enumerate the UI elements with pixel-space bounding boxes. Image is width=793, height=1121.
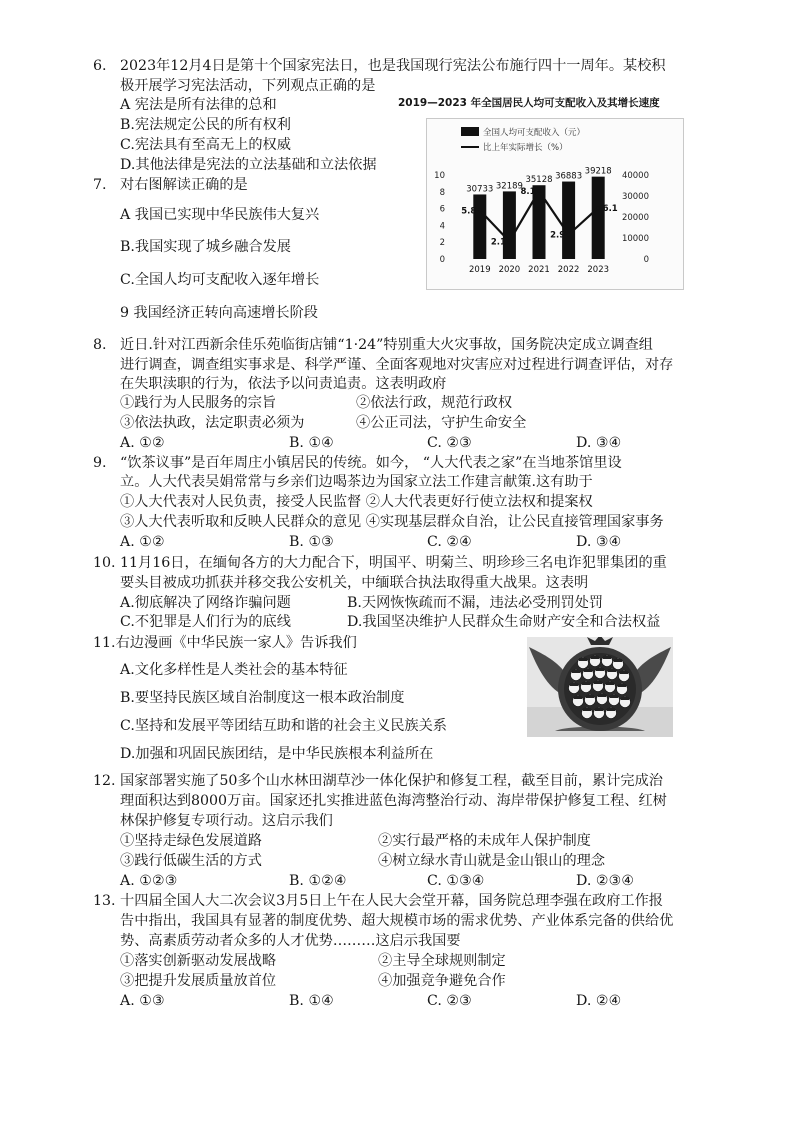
question-stem: 十四届全国人大二次会议3月5日上午在人民大会堂开幕，国务院总理李强在政府工作报 <box>120 893 663 909</box>
legend-label: 比上年实际增长（%） <box>483 143 568 153</box>
question-stem: 要头目被成功抓获并移交我公安机关，中缅联合执法取得重大战果。这表明 <box>120 575 589 591</box>
choice-c: C. ②④ <box>427 534 472 550</box>
pomegranate-cartoon <box>527 637 673 737</box>
growth-point <box>567 233 571 237</box>
left-tick-label: 6 <box>439 204 445 215</box>
question-stem: 国家部署实施了50多个山水林田湖草沙一体化保护和修复工程，截至目前，累计完成治 <box>120 773 663 789</box>
statements-1-2: ①人大代表对人民负责，接受人民监督 ②人大代表更好行使立法权和提案权 <box>120 494 593 510</box>
x-tick-label: 2020 <box>498 265 521 275</box>
choice-d: D. ②③④ <box>576 873 635 889</box>
line-data-label: 2.1 <box>490 237 506 248</box>
choice-d: D. ③④ <box>576 534 622 550</box>
left-tick-label: 8 <box>439 187 445 198</box>
option-d: D.加强和巩固民族团结，是中华民族根本利益所在 <box>120 746 434 762</box>
choice-b: B. ①②④ <box>289 873 347 889</box>
question-number: 13. <box>93 893 116 909</box>
chart-title: 2019—2023 年全国居民人均可支配收入及其增长速度 <box>398 97 660 109</box>
statement-2: ②依法行政，规范行政权 <box>356 395 513 411</box>
left-tick-label: 4 <box>439 221 445 232</box>
choice-a: A. ①③ <box>120 993 165 1009</box>
question-stem: “饮茶议事”是百年周庄小镇居民的传统。如今， “人大代表之家”在当地茶馆里设 <box>120 455 622 471</box>
statement-3: ③依法执政，法定职责必须为 <box>120 415 305 431</box>
x-tick-label: 2021 <box>528 265 550 275</box>
bar <box>562 182 575 259</box>
question-number: 7. <box>93 177 107 193</box>
left-tick-label: 10 <box>434 171 445 181</box>
question-number: 6. <box>93 58 107 74</box>
bar <box>473 194 486 259</box>
question-number: 10. <box>93 555 116 571</box>
left-tick-label: 2 <box>439 238 445 249</box>
option-a: A 宪法是所有法律的总和 <box>120 97 277 113</box>
statement-1: ①落实创新驱动发展战略 <box>120 953 277 969</box>
choice-a: A. ①② <box>120 534 165 550</box>
right-tick-label: 30000 <box>621 192 649 202</box>
pomegranate-illustration <box>527 637 673 737</box>
question-stem: 11月16日，在缅甸各方的大力配合下，明国平、明菊兰、明珍珍三名电诈犯罪集团的重 <box>120 555 667 571</box>
question-stem: 在失职渎职的行为，依法予以问责追责。这表明政府 <box>120 376 447 392</box>
statements-3-4: ③人大代表听取和反映人民群众的意见 ④实现基层群众自治，让公民直接管理国家事务 <box>120 514 664 530</box>
line-data-label: 8.1 <box>520 186 536 197</box>
bar <box>503 191 516 259</box>
option-b: B.要坚持民族区域自治制度这一根本政治制度 <box>120 690 405 706</box>
bar <box>592 177 605 259</box>
statement-4: ④加强竞争避免合作 <box>378 973 506 989</box>
question-stem: 进行调查，调查组实事求是、科学严谨、全面客观地对灾害应对过程进行调查评估，对存 <box>120 357 674 373</box>
option-d: D.我国坚决维护人民群众生命财产安全和合法权益 <box>347 614 661 630</box>
statement-3: ③把提升发展质量放首位 <box>120 973 277 989</box>
question-stem: 极开展学习宪法活动，下列观点正确的是 <box>120 78 376 94</box>
choice-c: C. ②③ <box>427 435 472 451</box>
bar-data-label: 36883 <box>555 171 583 182</box>
choice-c: C. ②③ <box>427 993 472 1009</box>
bar-data-label: 30733 <box>466 184 494 195</box>
right-tick-label: 10000 <box>621 234 649 244</box>
legend-bar-swatch <box>461 127 479 136</box>
option-b: B.天网恢恢疏而不漏，违法必受刑罚处罚 <box>347 595 604 611</box>
question-number: 12. <box>93 773 116 789</box>
legend-label: 全国人均可支配收入（元） <box>483 128 586 138</box>
option-c: C.全国人均可支配收入逐年增长 <box>120 272 320 288</box>
growth-point <box>478 208 482 212</box>
bar-data-label: 35128 <box>525 175 553 186</box>
option-d: D.其他法律是宪法的立法基础和立法依据 <box>120 157 377 173</box>
choice-a: A. ①②③ <box>120 873 178 889</box>
question-stem: 11.右边漫画《中华民族一家人》告诉我们 <box>93 635 357 651</box>
statement-4: ④公正司法，守护生命安全 <box>356 415 527 431</box>
option-c: C.坚持和发展平等团结互助和谐的社会主义民族关系 <box>120 718 447 734</box>
right-tick-label: 0 <box>643 255 649 265</box>
choice-d: D. ③④ <box>576 435 622 451</box>
statement-3: ③践行低碳生活的方式 <box>120 853 262 869</box>
statement-1: ①坚持走绿色发展道路 <box>120 833 262 849</box>
option-b: B.我国实现了城乡融合发展 <box>120 239 291 255</box>
line-data-label: 2.9 <box>550 230 566 241</box>
line-data-label: 5.8 <box>461 206 477 217</box>
question-stem: 理面积达到8000万亩。国家还扎实推进蓝色海湾整治行动、海岸带保护修复工程、红树 <box>120 793 667 809</box>
chart-svg <box>427 119 683 289</box>
growth-point <box>537 189 541 193</box>
question-stem: 立。人大代表吴娟常常与乡亲们边喝茶边为国家立法工作建言献策.这有助于 <box>120 474 593 490</box>
bar-data-label: 39218 <box>584 166 612 177</box>
choice-b: B. ①④ <box>289 435 334 451</box>
choice-b: B. ①③ <box>289 534 334 550</box>
right-tick-label: 40000 <box>621 171 649 181</box>
statement-2: ②实行最严格的未成年人保护制度 <box>378 833 591 849</box>
option-c: C.宪法具有至高无上的权威 <box>120 137 291 153</box>
question-stem: 2023年12月4日是第十个国家宪法日，也是我国现行宪法公布施行四十一周年。某校积 <box>120 58 666 74</box>
growth-point <box>508 240 512 244</box>
option-a: A 我国已实现中华民族伟大复兴 <box>120 207 320 223</box>
question-stem: 对右图解读正确的是 <box>120 177 248 193</box>
choice-c: C. ①③④ <box>427 873 485 889</box>
option-a: A.文化多样性是人类社会的基本特征 <box>120 662 348 678</box>
choice-a: A. ①② <box>120 435 165 451</box>
x-tick-label: 2023 <box>587 265 610 275</box>
line-data-label: 6.1 <box>602 203 618 214</box>
x-tick-label: 2022 <box>557 265 580 275</box>
bar-data-label: 32189 <box>495 181 523 192</box>
option-b: B.宪法规定公民的所有权利 <box>120 117 291 133</box>
income-chart <box>426 118 684 290</box>
left-tick-label: 0 <box>439 255 445 265</box>
x-tick-label: 2019 <box>468 265 491 275</box>
question-stem: 势、高素质劳动者众多的人才优势………这启示我国要 <box>120 933 461 949</box>
right-tick-label: 20000 <box>621 213 649 223</box>
question-number: 8. <box>93 337 107 353</box>
question-stem: 告中指出，我国具有显著的制度优势、超大规模市场的需求优势、产业体系完备的供给优 <box>120 913 674 929</box>
growth-point <box>596 206 600 210</box>
question-stem: 林保护修复专项行动。这启示我们 <box>120 813 333 829</box>
question-number: 9. <box>93 455 107 471</box>
question-stem: 近日.针对江西新余佳乐苑临街店铺“1·24”特别重大火灾事故，国务院决定成立调查组 <box>120 337 653 353</box>
option-c: C.不犯罪是人们行为的底线 <box>120 614 291 630</box>
statement-2: ②主导全球规则制定 <box>378 953 506 969</box>
choice-b: B. ①④ <box>289 993 334 1009</box>
choice-d: D. ②④ <box>576 993 622 1009</box>
option-d: 9 我国经济正转向高速增长阶段 <box>120 305 318 321</box>
statement-1: ①践行为人民服务的宗旨 <box>120 395 277 411</box>
option-a: A.彻底解决了网络诈骗问题 <box>120 595 291 611</box>
statement-4: ④树立绿水青山就是金山银山的理念 <box>378 853 606 869</box>
